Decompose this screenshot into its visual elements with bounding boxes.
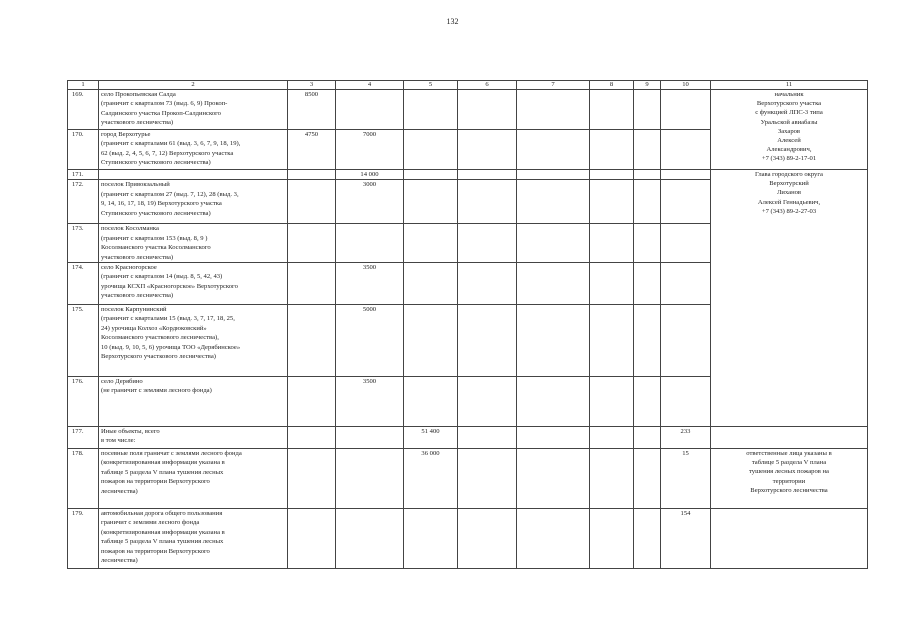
col3-value (288, 224, 336, 263)
col5-value: 51 400 (404, 427, 458, 449)
col4-value (336, 449, 404, 509)
object-name-line: Косолманского участкового лесничества), (101, 334, 219, 342)
row-number: 175. (68, 305, 99, 377)
note-line: Алексей Геннадьевич, (757, 198, 821, 206)
table-row (68, 90, 868, 130)
table-row (68, 427, 868, 449)
col9-value (634, 449, 661, 509)
col9-value (634, 170, 661, 180)
object-name-line: пожаров на территории Верхотурского (101, 547, 210, 555)
col7-value (517, 180, 590, 224)
col8-value (590, 180, 634, 224)
col10-value: 233 (661, 427, 711, 449)
note-line: Верхотурского лесничества (750, 486, 828, 494)
col5-value (404, 180, 458, 224)
col7-value (517, 224, 590, 263)
object-name-line: участкового лесничества) (101, 292, 174, 300)
note-line: ответственные лица указаны в (746, 450, 832, 458)
column-header-6: 6 (458, 81, 517, 90)
col6-value (458, 224, 517, 263)
row-number: 179. (68, 509, 99, 569)
table-row (68, 449, 868, 509)
object-name-line: лесничества) (101, 557, 138, 565)
col9-value (634, 180, 661, 224)
row-number: 173. (68, 224, 99, 263)
object-name-line: пожаров на территории Верхотурского (101, 478, 210, 486)
col6-value (458, 130, 517, 170)
responsible-note-note_c (711, 449, 868, 509)
col9-value (634, 90, 661, 130)
col5-value: 36 000 (404, 449, 458, 509)
col8-value (590, 90, 634, 130)
col6-value (458, 377, 517, 427)
note-line: Глава городского округа (755, 171, 823, 178)
note-line: Уральской авиабазы (760, 118, 818, 126)
col8-value (590, 170, 634, 180)
col7-value (517, 427, 590, 449)
object-name-line: Ступинского участкового лесничества) (101, 159, 211, 167)
page-number: 132 (446, 17, 459, 26)
object-name-line: участкового лесничества) (101, 253, 174, 261)
column-header-2: 2 (99, 81, 288, 90)
object-name-cell (99, 449, 288, 509)
row-number: 170. (68, 130, 99, 170)
col10-value (661, 263, 711, 305)
col10-value (661, 224, 711, 263)
note-line: +7 (343) 89-2-27-03 (761, 207, 817, 215)
col9-value (634, 377, 661, 427)
object-name-cell (99, 509, 288, 569)
object-name-line: посевные поля граничат с землями лесного фонда (101, 450, 242, 458)
col8-value (590, 263, 634, 305)
note-line: таблице 5 раздела V плана (751, 459, 827, 467)
col3-value (288, 449, 336, 509)
column-header-8: 8 (590, 81, 634, 90)
col4-value: 5000 (336, 305, 404, 377)
col7-value (517, 305, 590, 377)
object-name-cell (99, 90, 288, 130)
object-name-cell (99, 263, 288, 305)
object-name-line: (граничит с кварталом 73 (выд. 6, 9) Прокоп- (101, 100, 228, 108)
column-header-10: 10 (661, 81, 711, 90)
col6-value (458, 305, 517, 377)
col7-value (517, 90, 590, 130)
col9-value (634, 509, 661, 569)
col6-value (458, 427, 517, 449)
col6-value (458, 90, 517, 130)
object-name-line: село Дерябино (101, 378, 143, 386)
object-name-line: (граничит с кварталами 15 (выд. 3, 7, 17, 18, 25, (101, 315, 235, 323)
col8-value (590, 130, 634, 170)
col6-value (458, 449, 517, 509)
col7-value (517, 263, 590, 305)
col5-value (404, 377, 458, 427)
col4-value: 7000 (336, 130, 404, 170)
object-name-line: участкового лесничества) (101, 119, 174, 127)
note-line: тушения лесных пожаров на (748, 468, 829, 476)
col11-value (711, 427, 868, 449)
object-name-line: поселок Косолманка (101, 225, 159, 233)
col10-value (661, 180, 711, 224)
note-line: +7 (343) 89-2-17-01 (761, 155, 817, 163)
col9-value (634, 130, 661, 170)
note-line: Захаров (777, 127, 801, 135)
col4-value: 3000 (336, 180, 404, 224)
object-name-cell (99, 427, 288, 449)
note-line: начальник (774, 91, 804, 98)
col6-value (458, 170, 517, 180)
object-name-line: таблице 5 раздела V плана тушения лесных (101, 468, 224, 476)
col5-value (404, 90, 458, 130)
col7-value (517, 449, 590, 509)
col6-value (458, 509, 517, 569)
col5-value (404, 509, 458, 569)
object-name-line: (граничит с кварталами 61 (выд. 3, 6, 7, 9, 18, 19), (101, 140, 241, 148)
col10-value (661, 90, 711, 130)
object-name-line: поселок Карпунинский (101, 306, 167, 314)
table-row (68, 509, 868, 569)
table-header-row (68, 81, 868, 90)
col8-value (590, 509, 634, 569)
col8-value (590, 377, 634, 427)
row-number: 177. (68, 427, 99, 449)
object-name-line: Салдинского участка Прокоп-Салдинского (101, 109, 221, 117)
note-line: Александрович, (766, 146, 812, 154)
col8-value (590, 224, 634, 263)
object-name-line: Иные объекты, всего (101, 428, 160, 436)
column-header-11: 11 (711, 81, 868, 90)
note-line: территории (772, 477, 806, 485)
object-name-cell (99, 170, 288, 180)
object-name-line: таблице 5 раздела V плана тушения лесных (101, 538, 224, 546)
col4-value: 14 000 (336, 170, 404, 180)
row-number: 178. (68, 449, 99, 509)
col6-value (458, 180, 517, 224)
row-number: 169. (68, 90, 99, 130)
col3-value (288, 180, 336, 224)
object-name-cell (99, 377, 288, 427)
col8-value (590, 427, 634, 449)
col4-value: 3500 (336, 377, 404, 427)
document-table (67, 80, 868, 569)
object-name-line: Ступинского участкового лесничества) (101, 209, 211, 217)
col5-value (404, 263, 458, 305)
col10-value: 154 (661, 509, 711, 569)
object-name-cell (99, 305, 288, 377)
object-name-line: 9, 14, 16, 17, 18, 19) Верхотурского участка (101, 200, 222, 208)
object-name-line: (граничит с кварталом 27 (выд. 7, 12), 28 (выд. 3, (101, 190, 239, 198)
col3-value (288, 377, 336, 427)
col3-value (288, 509, 336, 569)
object-name-cell (99, 180, 288, 224)
col7-value (517, 170, 590, 180)
col3-value: 4750 (288, 130, 336, 170)
col9-value (634, 305, 661, 377)
object-name-line: (конкретизированная информация указана в (101, 528, 225, 536)
object-name-line: 62 (выд. 2, 4, 5, 6, 7, 12) Верхотурского участка (101, 149, 234, 157)
col9-value (634, 224, 661, 263)
object-name-line: (граничит с кварталом 14 (выд. 8, 5, 42, 43) (101, 273, 223, 281)
object-name-line: в том числе: (101, 437, 136, 445)
object-name-line: село Красногорское (101, 264, 157, 272)
object-name-line: Верхотурского участкового лесничества) (101, 353, 216, 361)
col3-value (288, 170, 336, 180)
note-line: Алексей (777, 137, 801, 145)
object-name-line: (конкретизированная информация указана в (101, 459, 225, 467)
col11-value (711, 509, 868, 569)
col10-value: 15 (661, 449, 711, 509)
object-name-line: Косолманского участка Косолманского (101, 244, 211, 252)
object-name-line: село Прокопьевская Салда (101, 91, 176, 98)
object-name-line: 24) урочища Колхоз «Кордюковский» (101, 324, 207, 332)
col4-value: 3500 (336, 263, 404, 305)
row-number: 171. (68, 170, 99, 180)
object-name-line: поселок Привокзальный (101, 181, 170, 189)
object-name-cell (99, 130, 288, 170)
object-name-cell (99, 224, 288, 263)
col4-value (336, 90, 404, 130)
table-row (68, 170, 868, 180)
note-line: Верхотурский (769, 180, 809, 188)
col3-value (288, 263, 336, 305)
object-name-line: 10 (выд. 9, 10, 5, 6) урочища ТОО «Дерябинское» (101, 343, 241, 351)
row-number: 174. (68, 263, 99, 305)
col9-value (634, 263, 661, 305)
column-header-7: 7 (517, 81, 590, 90)
col9-value (634, 427, 661, 449)
responsible-note-note_a (711, 90, 868, 170)
col7-value (517, 377, 590, 427)
col3-value (288, 305, 336, 377)
col4-value (336, 427, 404, 449)
col3-value (288, 427, 336, 449)
col4-value (336, 509, 404, 569)
column-header-3: 3 (288, 81, 336, 90)
col6-value (458, 263, 517, 305)
object-name-line: автомобильная дорога общего пользования (101, 510, 223, 518)
object-name-line: город Верхотурье (101, 131, 151, 138)
col5-value (404, 305, 458, 377)
responsible-note-note_b (711, 170, 868, 427)
col5-value (404, 224, 458, 263)
col10-value (661, 305, 711, 377)
col10-value (661, 130, 711, 170)
col8-value (590, 305, 634, 377)
note-line: Лиханов (776, 189, 802, 197)
object-name-line: лесничества) (101, 487, 138, 495)
column-header-1: 1 (68, 81, 99, 90)
object-name-line: (не граничит с землями лесного фонда) (101, 387, 212, 395)
object-name-line: урочища КСХП «Красногорское» Верхотурского (101, 282, 238, 290)
object-name-line: граничит с землями лесного фонда (101, 519, 200, 527)
row-number: 172. (68, 180, 99, 224)
col10-value (661, 170, 711, 180)
note-line: Верхотурского участка (756, 100, 822, 108)
row-number: 176. (68, 377, 99, 427)
col10-value (661, 377, 711, 427)
column-header-5: 5 (404, 81, 458, 90)
column-header-9: 9 (634, 81, 661, 90)
col7-value (517, 509, 590, 569)
col3-value: 8500 (288, 90, 336, 130)
col4-value (336, 224, 404, 263)
col5-value (404, 130, 458, 170)
col7-value (517, 130, 590, 170)
column-header-4: 4 (336, 81, 404, 90)
object-name-line: (граничит с кварталом 153 (выд. 8, 9 ) (101, 234, 208, 242)
col8-value (590, 449, 634, 509)
note-line: с функцией ЛПС-3 типа (755, 109, 823, 117)
col5-value (404, 170, 458, 180)
